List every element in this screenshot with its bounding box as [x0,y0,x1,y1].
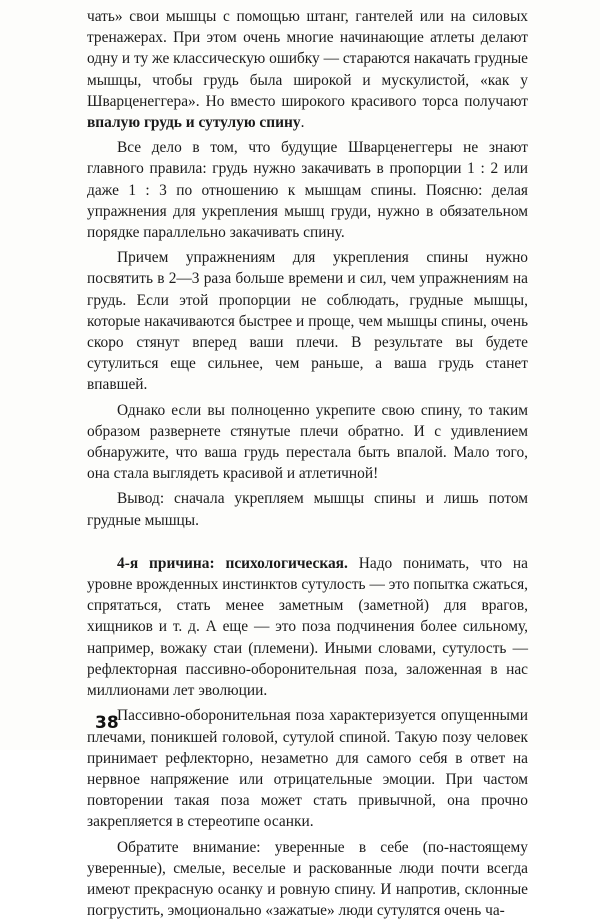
paragraph-5 [87,488,528,530]
paragraph-7-text: Пассивно-оборонительная поза характеризуется опущенными плечами, поникшей головой, сутулой спиной. Такую позу человек принимает рефлекторно, незаметно для самого себя в ответ на нервное напряжение или отрицательные эмоции. При частом повторении такая поза может стать привычной, она прочно закрепляется в стереотипе осанки. [87,707,528,831]
paragraph-6 [87,553,528,701]
paragraph-8-text: Обратите внимание: уверенные в себе (по-настоящему уверенные), смелые, веселые и раскованные люди почти всегда имеют прекрасную осанку и ровную спину. И напротив, склонные погрустить, эмоционально «зажатые» люди сутулятся очень ча- [87,838,528,920]
paragraph-3 [87,247,528,395]
paragraph-1-text: чать» свои мышцы с помощью штанг, гантелей или на силовых тренажерах. При этом очень многие начинающие атлеты делают одну и ту же классическую ошибку — стараются накачать грудные мышцы, чтобы грудь была широкой и мускулистой, «как у Шварценеггера». Но вместо широкого красивого торса получают [87,8,528,110]
paragraph-2 [87,137,528,243]
paragraph-7 [87,705,528,832]
paragraph-5-text: Вывод: сначала укрепляем мышцы спины и лишь потом грудные мышцы. [87,490,528,529]
text-column [87,6,528,921]
reason-4-heading: 4-я причина: психологическая. [117,554,348,572]
paragraph-3-text: Причем упражнениям для укрепления спины нужно посвятить в 2—3 раза больше времени и сил, чем упражнениям на грудь. Если этой пропорции не соблюдать, грудные мышцы, которые накачиваются быстрее и проще, чем мышцы спины, очень скоро стянут вперед ваши плечи. В результате вы будете сутулиться еще сильнее, чем раньше, а ваша грудь станет впавшей. [87,249,528,394]
paragraph-2-text: Все дело в том, что будущие Шварценеггеры не знают главного правила: грудь нужно закачивать в пропорции 1 : 2 или даже 1 : 3 по отношению к мышцам спины. Поясню: делая упражнения для укрепления мышц груди, нужно в обязательном порядке параллельно закачивать спину. [87,139,528,242]
paragraph-1 [87,6,528,133]
paragraph-4-text: Однако если вы полноценно укрепите свою спину, то таким образом развернете стянутые плечи обратно. И с удивлением обнаружите, что ваша грудь перестала быть впалой. Мало того, она стала выглядеть красивой и атлетичной! [87,401,528,483]
paragraph-8 [87,837,528,921]
paragraph-1-end: . [300,114,305,132]
emphasis-sunken-chest: впалую грудь и сутулую спину [87,114,301,132]
page-number: 38 [95,713,119,733]
paragraph-4 [87,400,528,485]
paragraph-6-text: Надо понимать, что на уровне врожденных инстинктов сутулость — это попытка сжаться, спрятаться, стать менее заметным (заметной) для врагов, хищников и т. д. А еще — это поза подчинения более сильному, например, вожаку стаи (племени). Иными словами, сутулость — рефлекторная пассивно-оборонительная поза, заложенная в нас миллионами лет эволюции. [87,554,528,700]
